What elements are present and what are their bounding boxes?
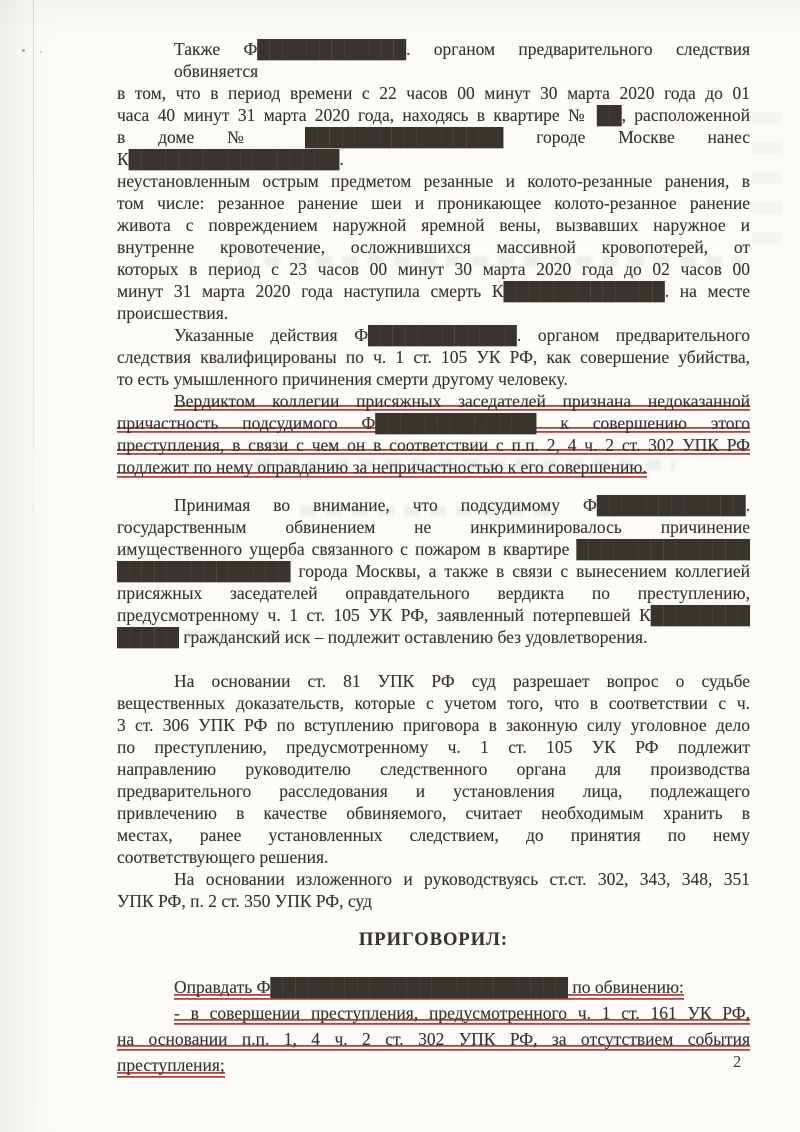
paragraph-jury-verdict-underlined bbox=[117, 390, 750, 478]
ruling-section bbox=[117, 974, 750, 1078]
red-underline: Оправдать Ф████████████████████████ по обвинению: bbox=[174, 974, 684, 1000]
paragraph-civil-claim bbox=[117, 494, 750, 648]
text-line: которых в период с 23 часов 00 минут 30 марта 2020 года до 02 часов 00 bbox=[117, 259, 750, 279]
underlined-text-line bbox=[117, 456, 750, 478]
underlined-text-line: Вердиктом коллегии присяжных заседателей признана недоказанной bbox=[117, 390, 750, 412]
page-number: 2 bbox=[733, 1052, 742, 1071]
underlined-text-line bbox=[117, 1052, 750, 1078]
text-line: направлению руководителю следственного органа для производства bbox=[117, 759, 750, 779]
text-line: присяжных заседателей оправдательного вердикта по преступлению, bbox=[117, 583, 750, 603]
paragraph-material-evidence bbox=[117, 670, 750, 868]
underlined-text-line: причастность подсудимого Ф█████████████ к совершению этого bbox=[117, 413, 750, 433]
text-line: 3 ст. 306 УПК РФ по вступлению приговора в законную силу уголовное дело bbox=[117, 715, 750, 735]
paragraph-qualification bbox=[117, 324, 750, 390]
text-line: Принимая во внимание, что подсудимому Ф████████████. bbox=[174, 495, 750, 515]
text-line: На основании изложенного и руководствуясь ст.ст. 302, 343, 348, 351 bbox=[174, 869, 750, 889]
text-line: внутренне кровотечение, осложнившихся массивной кровопотерей, от bbox=[117, 237, 750, 257]
underlined-text-line: на основании п.п. 1, 4 ч. 2 ст. 302 УПК РФ, за отсутствием события bbox=[117, 1026, 750, 1052]
text-line: минут 31 марта 2020 года наступила смерть К█████████████. на месте bbox=[117, 281, 750, 301]
text-line: в доме № ████████████████ городе Москве нанес К█████████████████. bbox=[117, 127, 750, 169]
red-underline: подлежит по нему оправданию за непричастностью к его совершению. bbox=[117, 457, 647, 477]
text-line: Указанные действия Ф████████████. органом предварительного bbox=[174, 325, 750, 345]
text-line: предварительного расследования и установления лица, подлежащего bbox=[117, 781, 750, 801]
text-line: местах, ранее установленных следствием, до принятия по нему bbox=[117, 825, 750, 845]
text-line: том числе: резанное ранение шеи и проникающее колото-резанное ранение bbox=[117, 193, 750, 213]
text-line: живота с повреждением наружной яремной вены, вызвавших наружное и bbox=[117, 215, 750, 235]
text-line: государственным обвинением не инкриминировалось причинение bbox=[117, 517, 750, 537]
scan-speck bbox=[40, 51, 42, 53]
text-line: соответствующего решения. bbox=[117, 847, 329, 867]
text-line: вещественных доказательств, которые с учетом того, что в соответствии с ч. bbox=[117, 693, 750, 713]
text-line: привлечению в качестве обвиняемого, считает необходимым хранить в bbox=[117, 803, 750, 823]
text-line: происшествия. bbox=[117, 303, 229, 323]
text-line: имущественного ущерба связанного с пожаром в квартире ██████████████ bbox=[117, 539, 750, 559]
red-underline: преступления; bbox=[117, 1052, 225, 1078]
bleedthrough-artifact bbox=[752, 112, 782, 262]
paper-fold-line bbox=[33, 0, 34, 1132]
text-line: На основании ст. 81 УПК РФ суд разрешает вопрос о судьбе bbox=[174, 671, 750, 691]
text-line: предусмотренному ч. 1 ст. 105 УК РФ, заявленный потерпевшей К████████ bbox=[117, 605, 750, 625]
paragraph-accusation bbox=[117, 38, 750, 324]
paragraph-legal-basis bbox=[117, 868, 750, 912]
text-line: то есть умышленного причинения смерти другому человеку. bbox=[117, 369, 568, 389]
document-text-block bbox=[117, 38, 750, 1078]
scan-speck bbox=[22, 49, 25, 52]
text-line: следствия квалифицированы по ч. 1 ст. 105 УК РФ, как совершение убийства, bbox=[117, 347, 750, 367]
text-line: █████ гражданский иск – подлежит оставлению без удовлетворения. bbox=[117, 627, 648, 647]
text-line: ██████████████ города Москвы, а также в связи с вынесением коллегией bbox=[117, 561, 750, 581]
underlined-text-line: - в совершении преступления, предусмотренного ч. 1 ст. 161 УК РФ, bbox=[117, 1000, 750, 1026]
underlined-text-line: преступления, в связи с чем он в соответствии с п.п. 2, 4 ч. 2 ст. 302 УПК РФ bbox=[117, 435, 750, 455]
acquittal-line bbox=[117, 974, 750, 1000]
text-line: неустановленным острым предметом резанные и колото-резанные ранения, в bbox=[117, 171, 750, 191]
text-line: часа 40 минут 31 марта 2020 года, находясь в квартире № ██, расположенной bbox=[117, 105, 750, 125]
verdict-heading: ПРИГОВОРИЛ: bbox=[358, 930, 509, 950]
text-line: УПК РФ, п. 2 ст. 350 УПК РФ, суд bbox=[117, 891, 372, 911]
text-line: по преступлению, предусмотренному ч. 1 ст. 105 УК РФ подлежит bbox=[117, 737, 750, 757]
text-line: Также Ф████████████. органом предварительного следствия обвиняется bbox=[174, 39, 750, 81]
text-line: в том, что в период времени с 22 часов 00 минут 30 марта 2020 года до 01 bbox=[117, 83, 750, 103]
